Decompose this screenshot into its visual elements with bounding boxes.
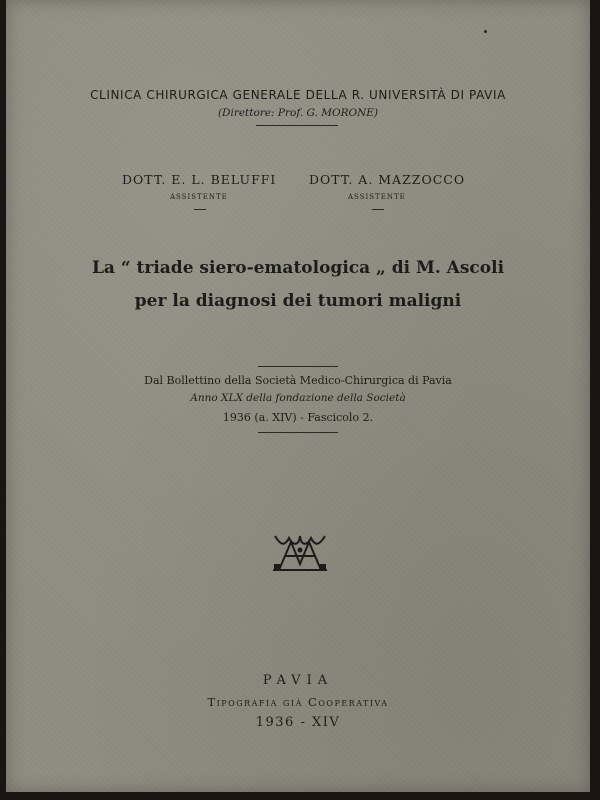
author-1-rule (194, 209, 206, 210)
imprint-printer: Tipografia già Cooperativa (207, 695, 389, 709)
author-1-role: ASSISTENTE (170, 193, 228, 201)
institution-heading: CLINICA CHIRURGICA GENERALE DELLA R. UNIVERSITÀ DI PAVIA (90, 88, 506, 102)
source-line-2: Anno XLX della fondazione della Società (190, 392, 406, 404)
source-line-1: Dal Bollettino della Società Medico-Chirurgica di Pavia (144, 374, 452, 387)
title-line-2: per la diagnosi dei tumori maligni (134, 291, 462, 311)
title-line-1: La “ triade siero-ematologica „ di M. Ascoli (91, 258, 505, 278)
document-page (6, 0, 590, 792)
author-2-name: DOTT. A. MAZZOCCO (309, 172, 466, 187)
imprint-city: PAVIA (262, 673, 334, 688)
imprint-year: 1936 - XIV (255, 715, 341, 730)
director-line: (Direttore: Prof. G. MORONE) (217, 107, 379, 119)
author-1-name: DOTT. E. L. BELUFFI (122, 172, 277, 187)
author-2-role: ASSISTENTE (348, 193, 406, 201)
author-2-rule (372, 209, 384, 210)
paper-speck (484, 30, 487, 33)
source-top-rule (258, 366, 338, 367)
source-bottom-rule (258, 432, 338, 433)
header-divider (256, 125, 338, 126)
source-line-3: 1936 (a. XIV) - Fascicolo 2. (222, 411, 374, 424)
printer-mark-icon (271, 534, 329, 572)
